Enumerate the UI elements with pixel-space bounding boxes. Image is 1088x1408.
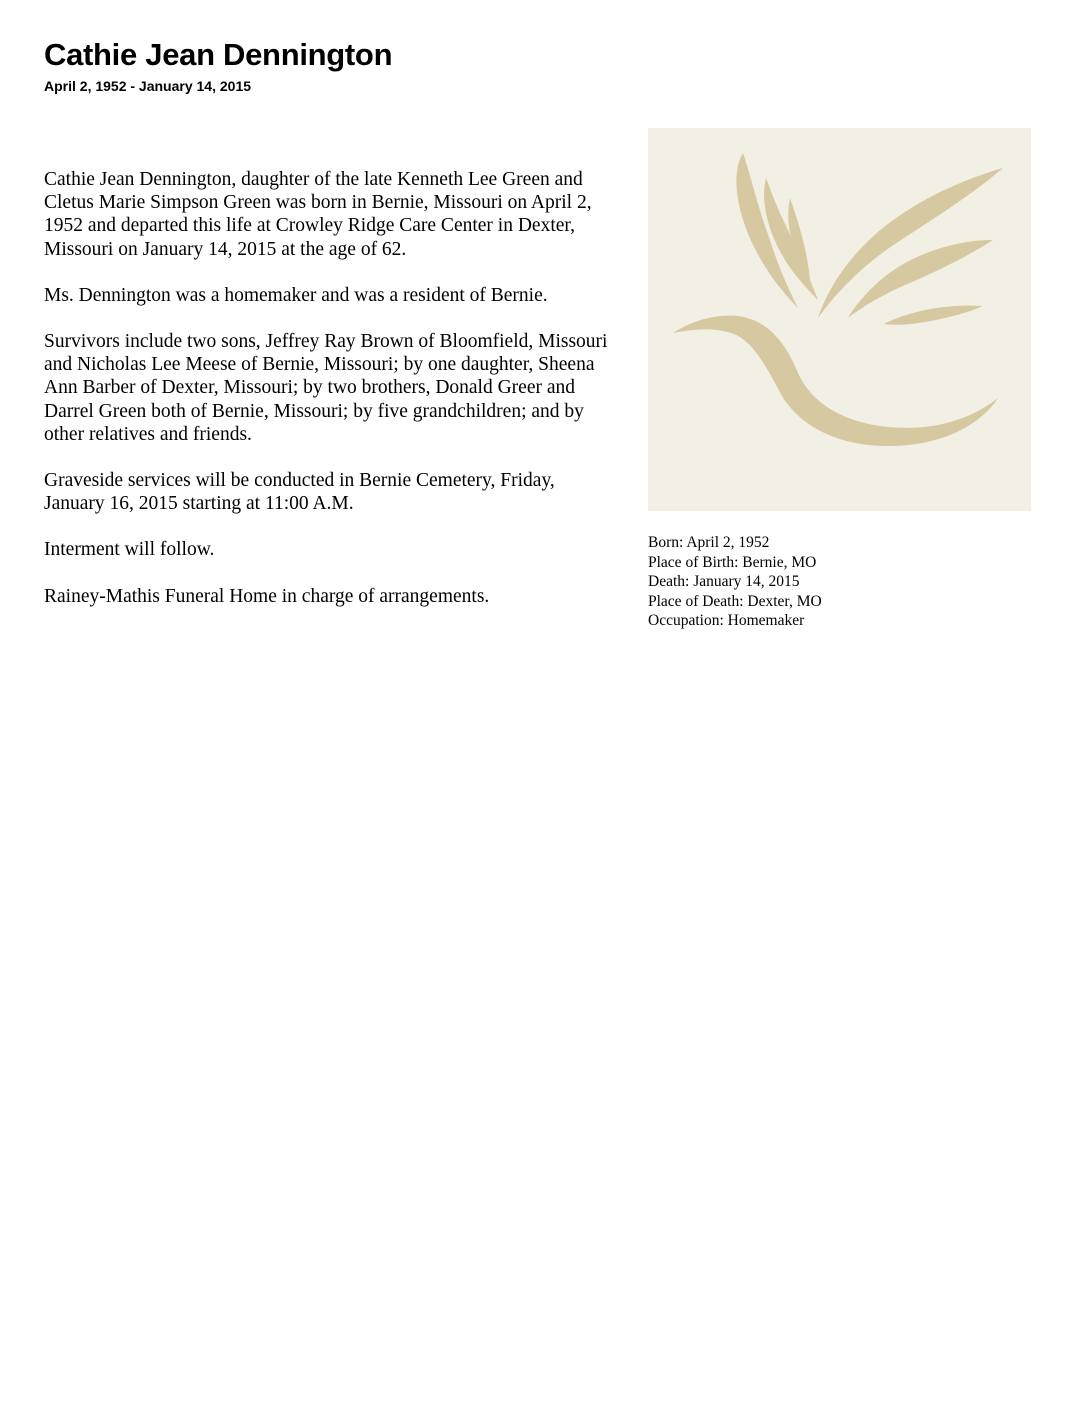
born-fact: Born: April 2, 1952 xyxy=(648,534,770,551)
page-title: Cathie Jean Dennington xyxy=(44,37,393,72)
obituary-header xyxy=(44,36,744,95)
obituary-paragraph: Interment will follow. xyxy=(44,539,215,561)
memorial-photo xyxy=(648,128,1031,511)
dove-icon xyxy=(648,128,1031,511)
obituary-paragraph: Graveside services will be conducted in Bernie Cemetery, Friday, January 16, 2015 starting at 11:00 A.M. xyxy=(44,470,555,515)
life-dates: April 2, 1952 - January 14, 2015 xyxy=(44,78,252,94)
obituary-text xyxy=(44,168,614,631)
place-of-death-fact: Place of Death: Dexter, MO xyxy=(648,592,822,610)
occupation-fact: Occupation: Homemaker xyxy=(648,612,805,629)
obituary-paragraph: Ms. Dennington was a homemaker and was a resident of Bernie. xyxy=(44,284,548,306)
place-of-birth-fact: Place of Birth: Bernie, MO xyxy=(648,553,817,571)
vital-facts xyxy=(648,533,1048,631)
obituary-paragraph: Rainey-Mathis Funeral Home in charge of arrangements. xyxy=(44,585,490,607)
obituary-paragraph: Survivors include two sons, Jeffrey Ray Brown of Bloomfield, Missouri and Nicholas Lee Meese of Bernie, Missouri; by one daughter, Sheena Ann Barber of Dexter, Missouri; by two brothers, Donald Greer and Darrel Green both of Bernie, Missouri; by five grandchildren; and by other relatives and friends. xyxy=(44,331,608,445)
obituary-paragraph: Cathie Jean Dennington, daughter of the late Kenneth Lee Green and Cletus Marie Simpson Green was born in Bernie, Missouri on April 2, 1952 and departed this life at Crowley Ridge Care Center in Dexter, Missouri on January 14, 2015 at the age of 62. xyxy=(44,169,592,260)
death-fact: Death: January 14, 2015 xyxy=(648,573,800,590)
